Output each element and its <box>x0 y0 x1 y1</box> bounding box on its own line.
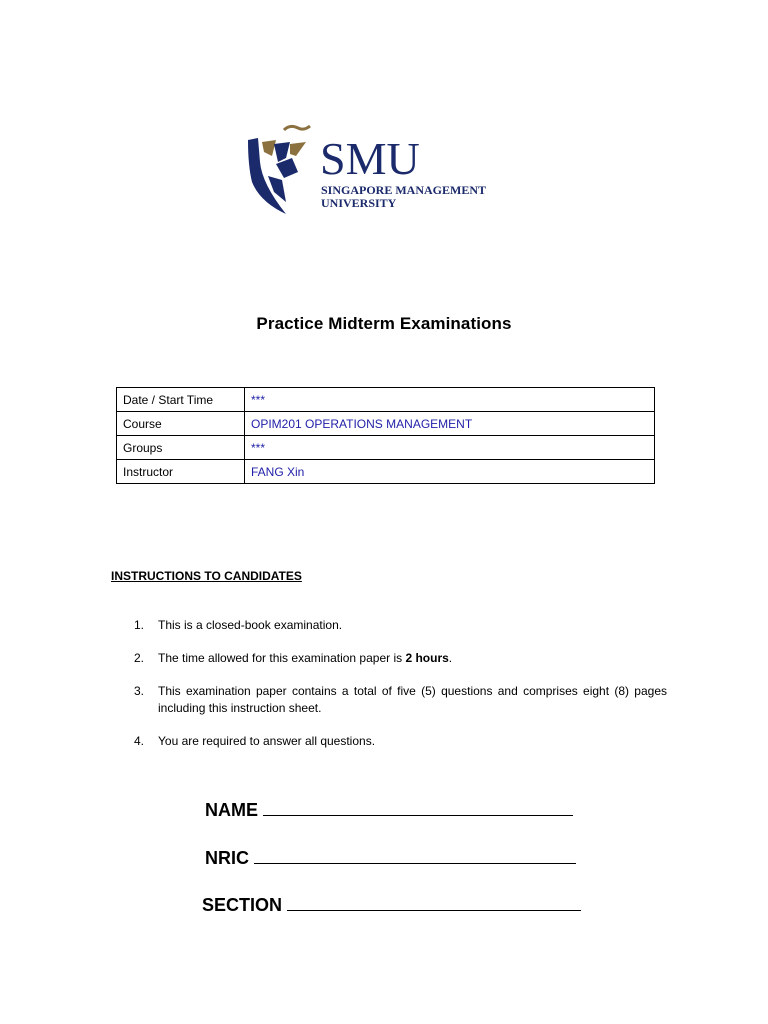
row-label: Instructor <box>117 460 245 484</box>
row-label: Date / Start Time <box>117 388 245 412</box>
table-row <box>117 412 655 436</box>
name-label: NAME <box>205 800 258 820</box>
instructions-heading: INSTRUCTIONS TO CANDIDATES <box>111 569 302 583</box>
smu-logo <box>246 122 506 218</box>
smu-crest-icon <box>246 122 506 218</box>
item-number: 4. <box>134 734 145 748</box>
list-item <box>130 650 667 667</box>
item-number: 3. <box>134 684 145 698</box>
document-title: Practice Midterm Examinations <box>256 314 512 333</box>
name-field[interactable] <box>205 797 573 821</box>
nric-line[interactable] <box>254 845 576 864</box>
row-label: Course <box>117 412 245 436</box>
logo-wordmark: SMU <box>320 133 420 184</box>
item-text-bold: 2 hours <box>405 651 449 665</box>
table-row <box>117 388 655 412</box>
table-row <box>117 460 655 484</box>
nric-label: NRIC <box>205 848 249 868</box>
item-number: 1. <box>134 618 145 632</box>
item-text: This examination paper contains a total of five (5) questions and comprises eight (8) pages including this instruction sheet. <box>158 684 667 715</box>
row-value: *** <box>245 436 655 460</box>
item-text: The time allowed for this examination paper is <box>158 651 406 665</box>
item-text-end: . <box>448 651 453 665</box>
item-number: 2. <box>134 651 145 665</box>
list-item <box>130 683 667 717</box>
logo-line2: UNIVERSITY <box>321 196 397 210</box>
row-value: OPIM201 OPERATIONS MANAGEMENT <box>245 412 655 436</box>
logo-line1: SINGAPORE MANAGEMENT <box>321 183 487 197</box>
item-text: You are required to answer all questions. <box>158 734 376 748</box>
row-label: Groups <box>117 436 245 460</box>
table-row <box>117 436 655 460</box>
item-text: This is a closed-book examination. <box>158 618 343 632</box>
nric-field[interactable] <box>205 845 576 869</box>
name-line[interactable] <box>263 797 573 816</box>
section-line[interactable] <box>287 892 581 911</box>
section-field[interactable] <box>202 892 581 916</box>
instructions-list <box>130 617 667 766</box>
list-item <box>130 733 667 750</box>
list-item <box>130 617 667 634</box>
exam-info-table <box>116 387 655 484</box>
row-value: *** <box>245 388 655 412</box>
section-label: SECTION <box>202 895 283 915</box>
row-value: FANG Xin <box>245 460 655 484</box>
